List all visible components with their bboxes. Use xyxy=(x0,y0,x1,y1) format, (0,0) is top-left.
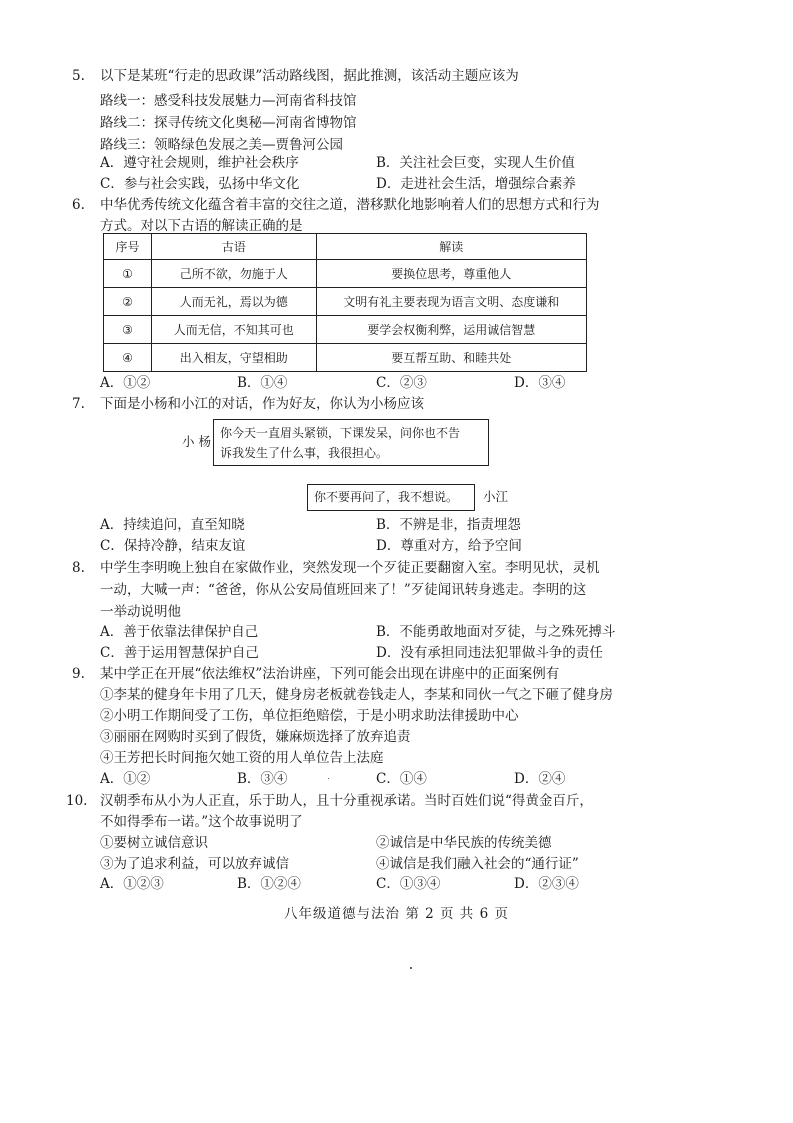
row-interpretation: 文明有礼主要表现为语言文明、态度谦和 xyxy=(316,288,586,316)
row-interpretation: 要换位思考，尊重他人 xyxy=(316,260,586,288)
q8-stem-line-2: 一动，大喊一声：“爸爸，你从公安局值班回来了！”歹徒闻讯转身逃走。李明的这 xyxy=(100,582,587,598)
table-row xyxy=(104,316,587,344)
header-saying: 古语 xyxy=(151,234,316,260)
row-index: ② xyxy=(104,288,152,316)
dialogue-bubble-xiaoyang xyxy=(213,419,489,466)
q9-option-c: C．①④ xyxy=(376,771,427,787)
scan-speck xyxy=(328,778,329,779)
q5-option-c: C．参与社会实践，弘扬中华文化 xyxy=(100,176,300,192)
table-row xyxy=(104,260,587,288)
q7-option-c: C．保持冷静，结束友谊 xyxy=(100,538,246,554)
q10-item-4: ④诚信是我们融入社会的“通行证” xyxy=(376,856,579,872)
header-index: 序号 xyxy=(104,234,152,260)
row-saying: 人而无信，不知其可也 xyxy=(151,316,316,344)
q9-option-a: A．①② xyxy=(100,771,151,787)
q7-number: 7. xyxy=(72,396,85,412)
speaker-xiaojiang: 小江 xyxy=(483,489,509,504)
q10-option-d: D．②③④ xyxy=(514,876,579,892)
page-footer: 八年级道德与法治 第 2 页 共 6 页 xyxy=(284,906,509,922)
q5-option-d: D．走进社会生活，增强综合素养 xyxy=(376,176,576,192)
q9-item-4: ④王芳把长时间拖欠她工资的用人单位告上法庭 xyxy=(100,750,384,766)
row-index: ① xyxy=(104,260,152,288)
q10-option-c: C．①③④ xyxy=(376,876,441,892)
q8-option-d: D．没有承担同违法犯罪做斗争的责任 xyxy=(376,645,603,661)
q9-number: 9. xyxy=(72,666,85,682)
q5-stem: 以下是某班“行走的思政课”活动路线图，据此推测，该活动主题应该为 xyxy=(100,68,519,84)
row-index: ④ xyxy=(104,344,152,372)
q6-stem-line-1: 中华优秀传统文化蕴含着丰富的交往之道，潜移默化地影响着人们的思想方式和行为 xyxy=(100,197,600,213)
q5-route-2: 路线二：探寻传统文化奥秘—河南省博物馆 xyxy=(100,115,357,131)
table-row xyxy=(104,344,587,372)
q5-route-3: 路线三：领略绿色发展之美—贾鲁河公园 xyxy=(100,137,343,153)
q6-option-d: D．③④ xyxy=(514,375,566,391)
q10-stem-line-2: 不如得季布一诺。”这个故事说明了 xyxy=(100,814,303,830)
q7-stem: 下面是小杨和小江的对话，作为好友，你认为小杨应该 xyxy=(100,396,424,412)
q9-item-1: ①李某的健身年卡用了几天，健身房老板就卷钱走人，李某和同伙一气之下砸了健身房 xyxy=(100,687,613,703)
q9-option-d: D．②④ xyxy=(514,771,566,787)
row-interpretation: 要互帮互助、和睦共处 xyxy=(316,344,586,372)
q10-item-2: ②诚信是中华民族的传统美德 xyxy=(376,835,552,851)
row-interpretation: 要学会权衡利弊，运用诚信智慧 xyxy=(316,316,586,344)
q10-option-a: A．①②③ xyxy=(100,876,164,892)
q10-item-1: ①要树立诚信意识 xyxy=(100,835,208,851)
q6-stem-line-2: 方式。对以下古语的解读正确的是 xyxy=(100,218,303,234)
ancient-saying-table xyxy=(103,233,587,372)
bubble-xiaoyang-line-2: 诉我发生了什么事，我很担心。 xyxy=(220,446,389,460)
q7-option-b: B．不辨是非，指责埋怨 xyxy=(376,517,521,533)
q9-option-b: B．③④ xyxy=(237,771,288,787)
q5-option-b: B．关注社会巨变，实现人生价值 xyxy=(376,155,575,171)
q10-stem-line-1: 汉朝季布从小为人正直，乐于助人，且十分重视承诺。当时百姓们说“得黄金百斤， xyxy=(100,793,593,809)
q6-option-c: C．②③ xyxy=(376,375,427,391)
scan-speck xyxy=(410,967,412,969)
q6-option-a: A．①② xyxy=(100,375,151,391)
q8-stem-line-1: 中学生李明晚上独自在家做作业，突然发现一个歹徒正要翻窗入室。李明见状，灵机 xyxy=(100,560,600,576)
q10-option-b: B．①②④ xyxy=(237,876,301,892)
q6-option-b: B．①④ xyxy=(237,375,288,391)
q8-option-b: B．不能勇敢地面对歹徒，与之殊死搏斗 xyxy=(376,624,616,640)
q5-number: 5. xyxy=(72,68,85,84)
q8-number: 8. xyxy=(72,560,85,576)
q9-item-3: ③丽丽在网购时买到了假货，嫌麻烦选择了放弃追责 xyxy=(100,729,411,745)
q10-item-3: ③为了追求利益，可以放弃诚信 xyxy=(100,856,289,872)
q9-stem: 某中学正在开展“依法维权”法治讲座，下列可能会出现在讲座中的正面案例有 xyxy=(100,666,560,682)
q5-option-a: A．遵守社会规则，维护社会秩序 xyxy=(100,155,299,171)
q9-item-2: ②小明工作期间受了工伤，单位拒绝赔偿，于是小明求助法律援助中心 xyxy=(100,708,519,724)
bubble-xiaoyang-line-1: 你今天一直眉头紧锁，下课发呆，问你也不告 xyxy=(220,426,461,440)
q8-option-c: C．善于运用智慧保护自己 xyxy=(100,645,259,661)
row-saying: 人而无礼，焉以为德 xyxy=(151,288,316,316)
dialogue-bubble-xiaojiang: 你不要再问了，我不想说。 xyxy=(307,484,475,511)
row-index: ③ xyxy=(104,316,152,344)
q10-number: 10. xyxy=(66,793,88,809)
q6-number: 6. xyxy=(72,197,85,213)
q8-stem-line-3: 一举动说明他 xyxy=(100,604,181,620)
q5-route-1: 路线一：感受科技发展魅力—河南省科技馆 xyxy=(100,93,357,109)
speaker-xiaoyang: 小 杨 xyxy=(182,434,211,449)
table-row xyxy=(104,288,587,316)
table-header-row xyxy=(104,234,587,260)
header-interpretation: 解读 xyxy=(316,234,586,260)
q7-option-a: A．持续追问，直至知晓 xyxy=(100,517,245,533)
row-saying: 出入相友，守望相助 xyxy=(151,344,316,372)
row-saying: 己所不欲，勿施于人 xyxy=(151,260,316,288)
q8-option-a: A．善于依靠法律保护自己 xyxy=(100,624,259,640)
q7-option-d: D．尊重对方，给予空间 xyxy=(376,538,522,554)
